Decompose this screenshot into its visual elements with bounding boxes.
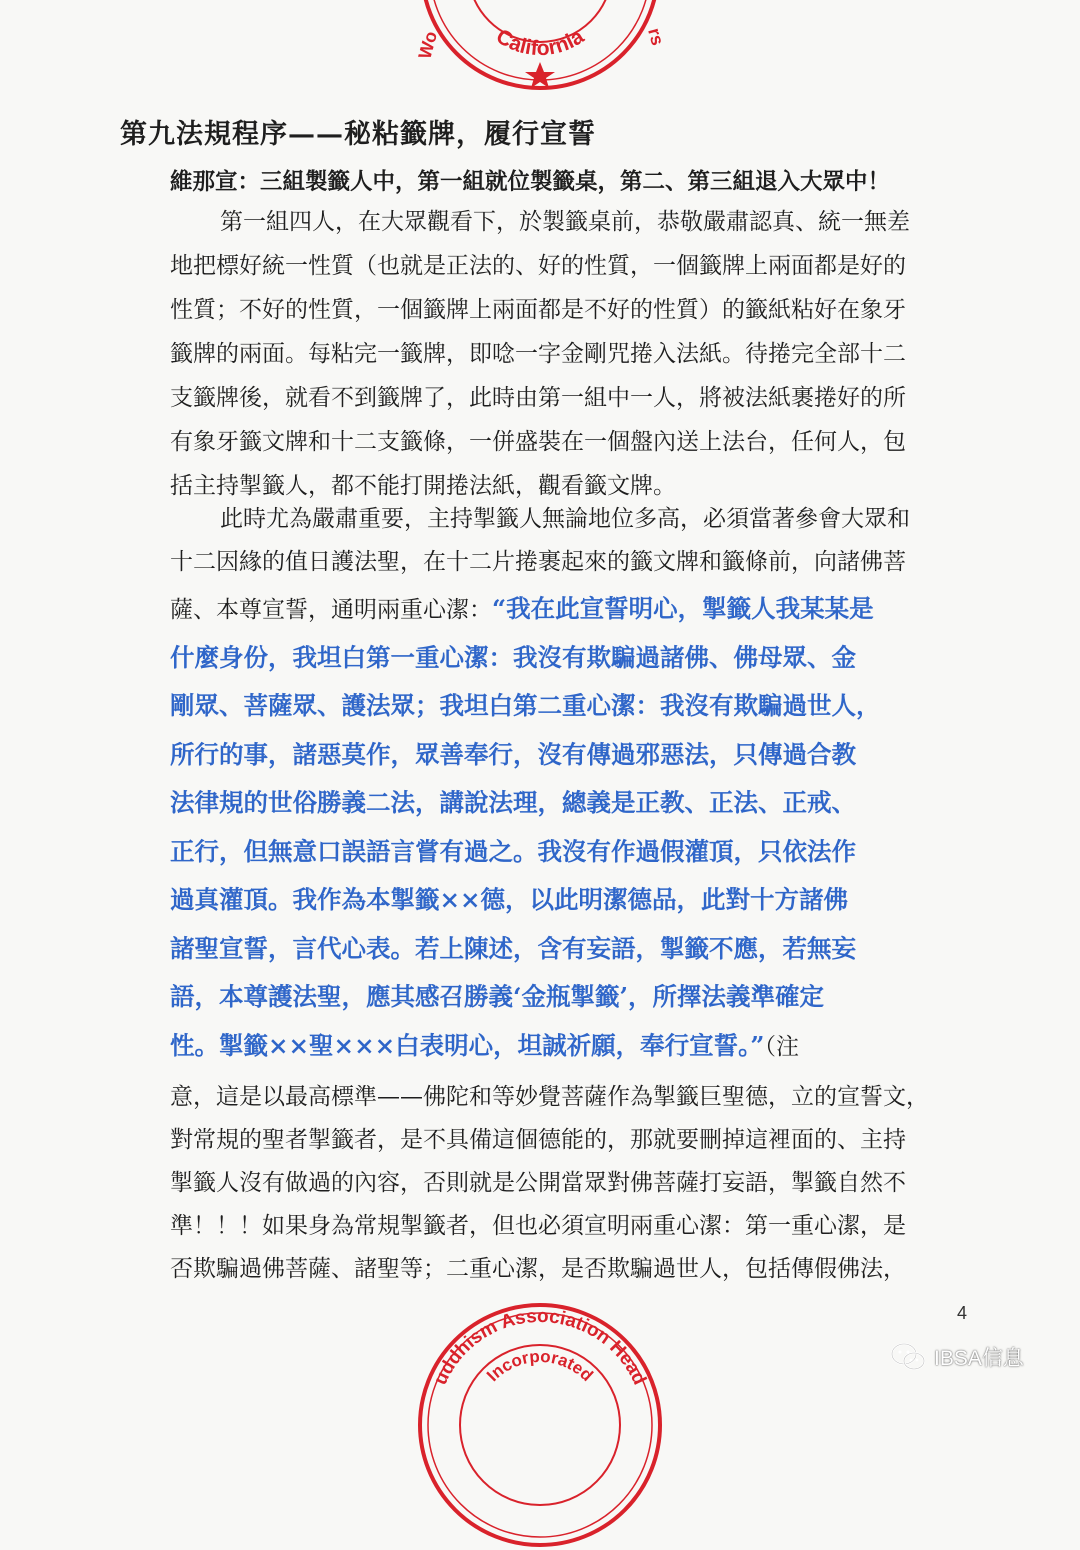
paragraph-line: 十二因緣的值日護法聖，在十二片捲裹起來的籤文牌和籤條前，向諸佛菩 bbox=[170, 549, 906, 575]
wechat-icon bbox=[890, 1342, 926, 1372]
vow-line-last bbox=[170, 1022, 970, 1071]
paragraph-line: 準！！！如果身為常規掣籤者，但也必須宣明兩重心潔：第一重心潔，是 bbox=[170, 1213, 906, 1239]
vow-quote-end: 性。掣籤××聖×××白表明心，坦誠祈願，奉行宣誓。” bbox=[170, 1030, 765, 1060]
vow-line: 法律規的世俗勝義二法，講說法理，總義是正教、正法、正戒、 bbox=[170, 788, 856, 817]
watermark-text: IBSA信息 bbox=[934, 1347, 1024, 1370]
seal-bottom-outer-text: uddhism Association Head bbox=[430, 1305, 650, 1389]
section-heading: 第九法規程序——秘粘籤牌，履行宣誓 bbox=[120, 119, 596, 150]
seal-bottom bbox=[415, 1300, 665, 1550]
vow-line-first bbox=[170, 585, 970, 634]
paragraph-line: 有象牙籤文牌和十二支籤條，一併盛裝在一個盤內送上法台，任何人，包 bbox=[170, 429, 906, 455]
vow-line: 語，本尊護法聖，應其感召勝義‘金瓶掣籤’，所擇法義準確定 bbox=[170, 982, 825, 1011]
note-paragraph bbox=[170, 1076, 970, 1291]
vow-line: 什麼身份，我坦白第一重心潔：我沒有欺騙過諸佛、佛母眾、金 bbox=[170, 642, 856, 672]
paragraph-1 bbox=[170, 200, 970, 508]
vow-intro: 薩、本尊宣誓，通明兩重心潔： bbox=[170, 597, 492, 623]
source-watermark bbox=[890, 1342, 1024, 1372]
seal-top-fragment-right: rs bbox=[644, 25, 668, 48]
vow-line: 所行的事，諸惡莫作，眾善奉行，沒有傳過邪惡法，只傳過合教 bbox=[170, 739, 856, 769]
note-open: （注 bbox=[764, 1033, 799, 1060]
page-number: 4 bbox=[957, 1303, 968, 1323]
vow-quote-start: “我在此宣誓明心，掣籤人我某某是 bbox=[492, 594, 874, 623]
vow-line: 諸聖宣誓，言代心表。若上陳述，含有妄語，掣籤不應，若無妄 bbox=[170, 933, 856, 963]
paragraph-line: 支籤牌後，就看不到籤牌了，此時由第一組中一人，將被法紙裹捲好的所 bbox=[170, 385, 906, 411]
paragraph-line: 掣籤人沒有做過的內容，否則就是公開當眾對佛菩薩打妄語，掣籤自然不 bbox=[170, 1170, 906, 1196]
paragraph-line: 否欺騙過佛菩薩、諸聖等；二重心潔，是否欺騙過世人，包括傳假佛法， bbox=[170, 1256, 906, 1282]
seal-top bbox=[410, 0, 670, 90]
paragraph-line: 括主持掣籤人，都不能打開捲法紙，觀看籤文牌。 bbox=[170, 473, 676, 499]
seal-top-text: California bbox=[492, 24, 589, 61]
seal-bottom-inner-text: Incorporated bbox=[482, 1346, 597, 1386]
paragraph-line: 意，這是以最高標準——佛陀和等妙覺菩薩作為掣籤巨聖德，立的宣誓文， bbox=[170, 1084, 929, 1110]
vow-paragraph bbox=[170, 585, 970, 1070]
paragraph-line: 籤牌的兩面。每粘完一籤牌，即唸一字金剛咒捲入法紙。待捲完全部十二 bbox=[170, 341, 906, 367]
paragraph-line: 此時尤為嚴肅重要，主持掣籤人無論地位多高，必須當著參會大眾和 bbox=[220, 506, 910, 532]
vow-line: 過真灌頂。我作為本掣籤××德，以此明潔德品，此對十方諸佛 bbox=[170, 885, 849, 914]
announcement: 維那宣：三組製籤人中，第一組就位製籤桌，第二、第三組退入大眾中！ bbox=[170, 169, 891, 195]
paragraph-line: 性質；不好的性質，一個籤牌上兩面都是不好的性質）的籤紙粘好在象牙 bbox=[170, 297, 906, 323]
paragraph-line: 第一組四人，在大眾觀看下，於製籤桌前，恭敬嚴肅認真、統一無差 bbox=[220, 209, 910, 235]
paragraph-line: 對常規的聖者掣籤者，是不具備這個德能的，那就要刪掉這裡面的、主持 bbox=[170, 1127, 906, 1153]
seal-top-fragment-left: Wo bbox=[414, 29, 442, 62]
seal-star-icon bbox=[525, 62, 555, 88]
paragraph-line: 地把標好統一性質（也就是正法的、好的性質，一個籤牌上兩面都是好的 bbox=[170, 253, 906, 279]
vow-line: 剛眾、菩薩眾、護法眾；我坦白第二重心潔：我沒有欺騙過世人， bbox=[170, 691, 881, 720]
vow-line: 正行，但無意口誤語言嘗有過之。我沒有作過假灌頂，只依法作 bbox=[170, 836, 856, 866]
paragraph-2 bbox=[170, 498, 970, 584]
